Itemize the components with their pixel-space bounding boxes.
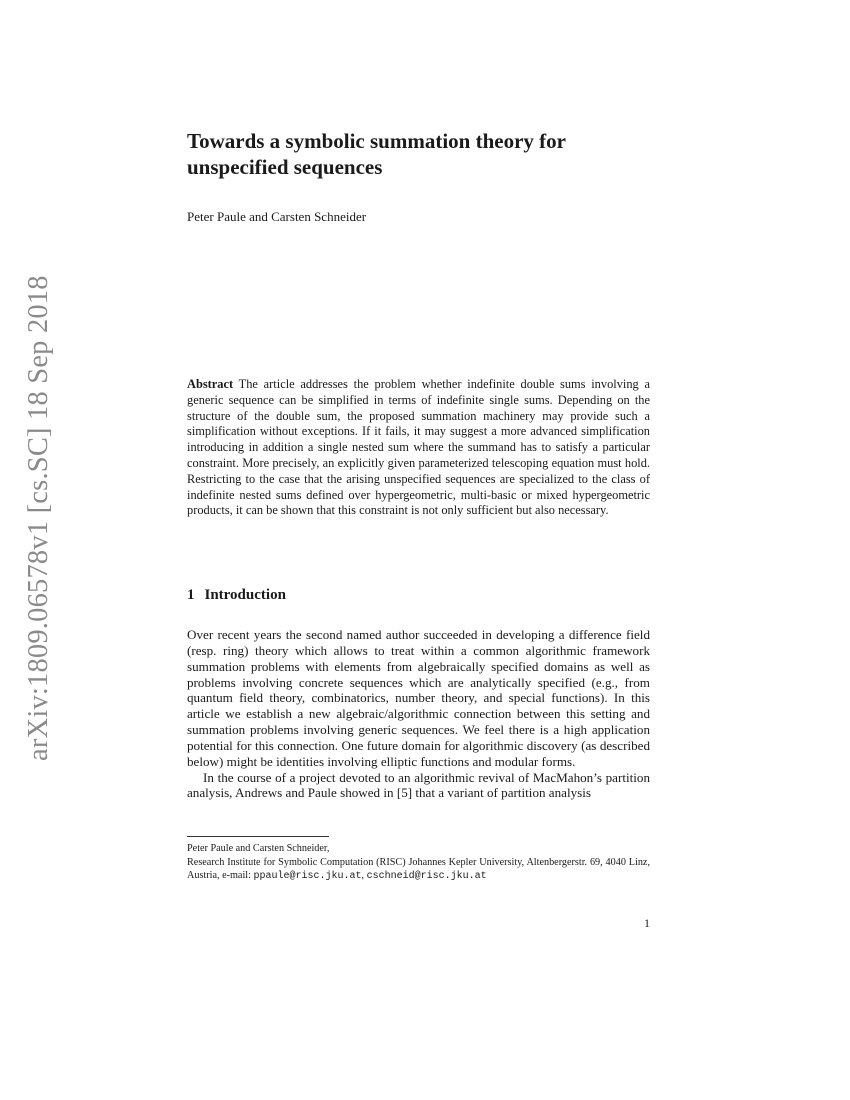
introduction-body (187, 627, 650, 801)
author-list: Peter Paule and Carsten Schneider (187, 209, 367, 224)
email-link[interactable]: cschneid@risc.jku.at (366, 871, 487, 882)
paragraph: In the course of a project devoted to an algorithmic revival of MacMahon’s partition analysis, Andrews and Paule showed in [5] that a variant of partition analysis (187, 769, 650, 801)
section-number: 1 (187, 587, 195, 603)
abstract-label: Abstract (187, 377, 234, 391)
paper-title: Towards a symbolic summation theory for unspecified sequences (187, 129, 566, 179)
email-link[interactable]: ppaule@risc.jku.at (253, 871, 362, 882)
footnote-affiliation (187, 856, 650, 884)
abstract-text: The article addresses the problem whether indefinite double sums involving a generic sequence can be simplified in terms of indefinite single sums. Depending on the structure of the double sum, the proposed summation machinery may provide such a simplification without exceptions. If it fails, it may suggest a more advanced simplification introducing in addition a single nested sum where the summand has to satisfy a particular constraint. More precisely, an explicitly given parameterized telescoping equation must hold. Restricting to the case that the arising unspecified sequences are specialized to the class of indefinite nested sums defined over hypergeometric, multi-basic or mixed hypergeometric products, it can be shown that this constraint is not only sufficient but also necessary. (187, 377, 650, 518)
footnote-rule (187, 836, 329, 837)
arxiv-stamp: arXiv:1809.06578v1 [cs.SC] 18 Sep 2018 (23, 275, 54, 761)
affiliation-text: Research Institute for Symbolic Computation (RISC) Johannes Kepler University, Altenbergerstr. 69, 4040 Linz, Austria, e-mail: (187, 856, 650, 881)
footnote (187, 842, 650, 884)
abstract (187, 377, 650, 519)
footnote-names: Peter Paule and Carsten Schneider, (187, 843, 330, 854)
page-number: 1 (644, 916, 650, 930)
section-title: Introduction (204, 587, 286, 603)
section-heading (187, 585, 286, 605)
paragraph: Over recent years the second named author succeeded in developing a difference field (resp. ring) theory which allows to treat within a common algorithmic framework summation problems with elements from algebraically specified domains as well as problems involving concrete sequences which are analytically specified (e.g., from quantum field theory, combinatorics, number theory, and special functions). In this article we establish a new algebraic/algorithmic connection between this setting and summation problems involving generic sequences. We feel there is a high application potential for this connection. One future domain for algorithmic discovery (as described below) might be identities involving elliptic functions and modular forms. (187, 627, 650, 769)
email-separator: , (361, 870, 365, 881)
